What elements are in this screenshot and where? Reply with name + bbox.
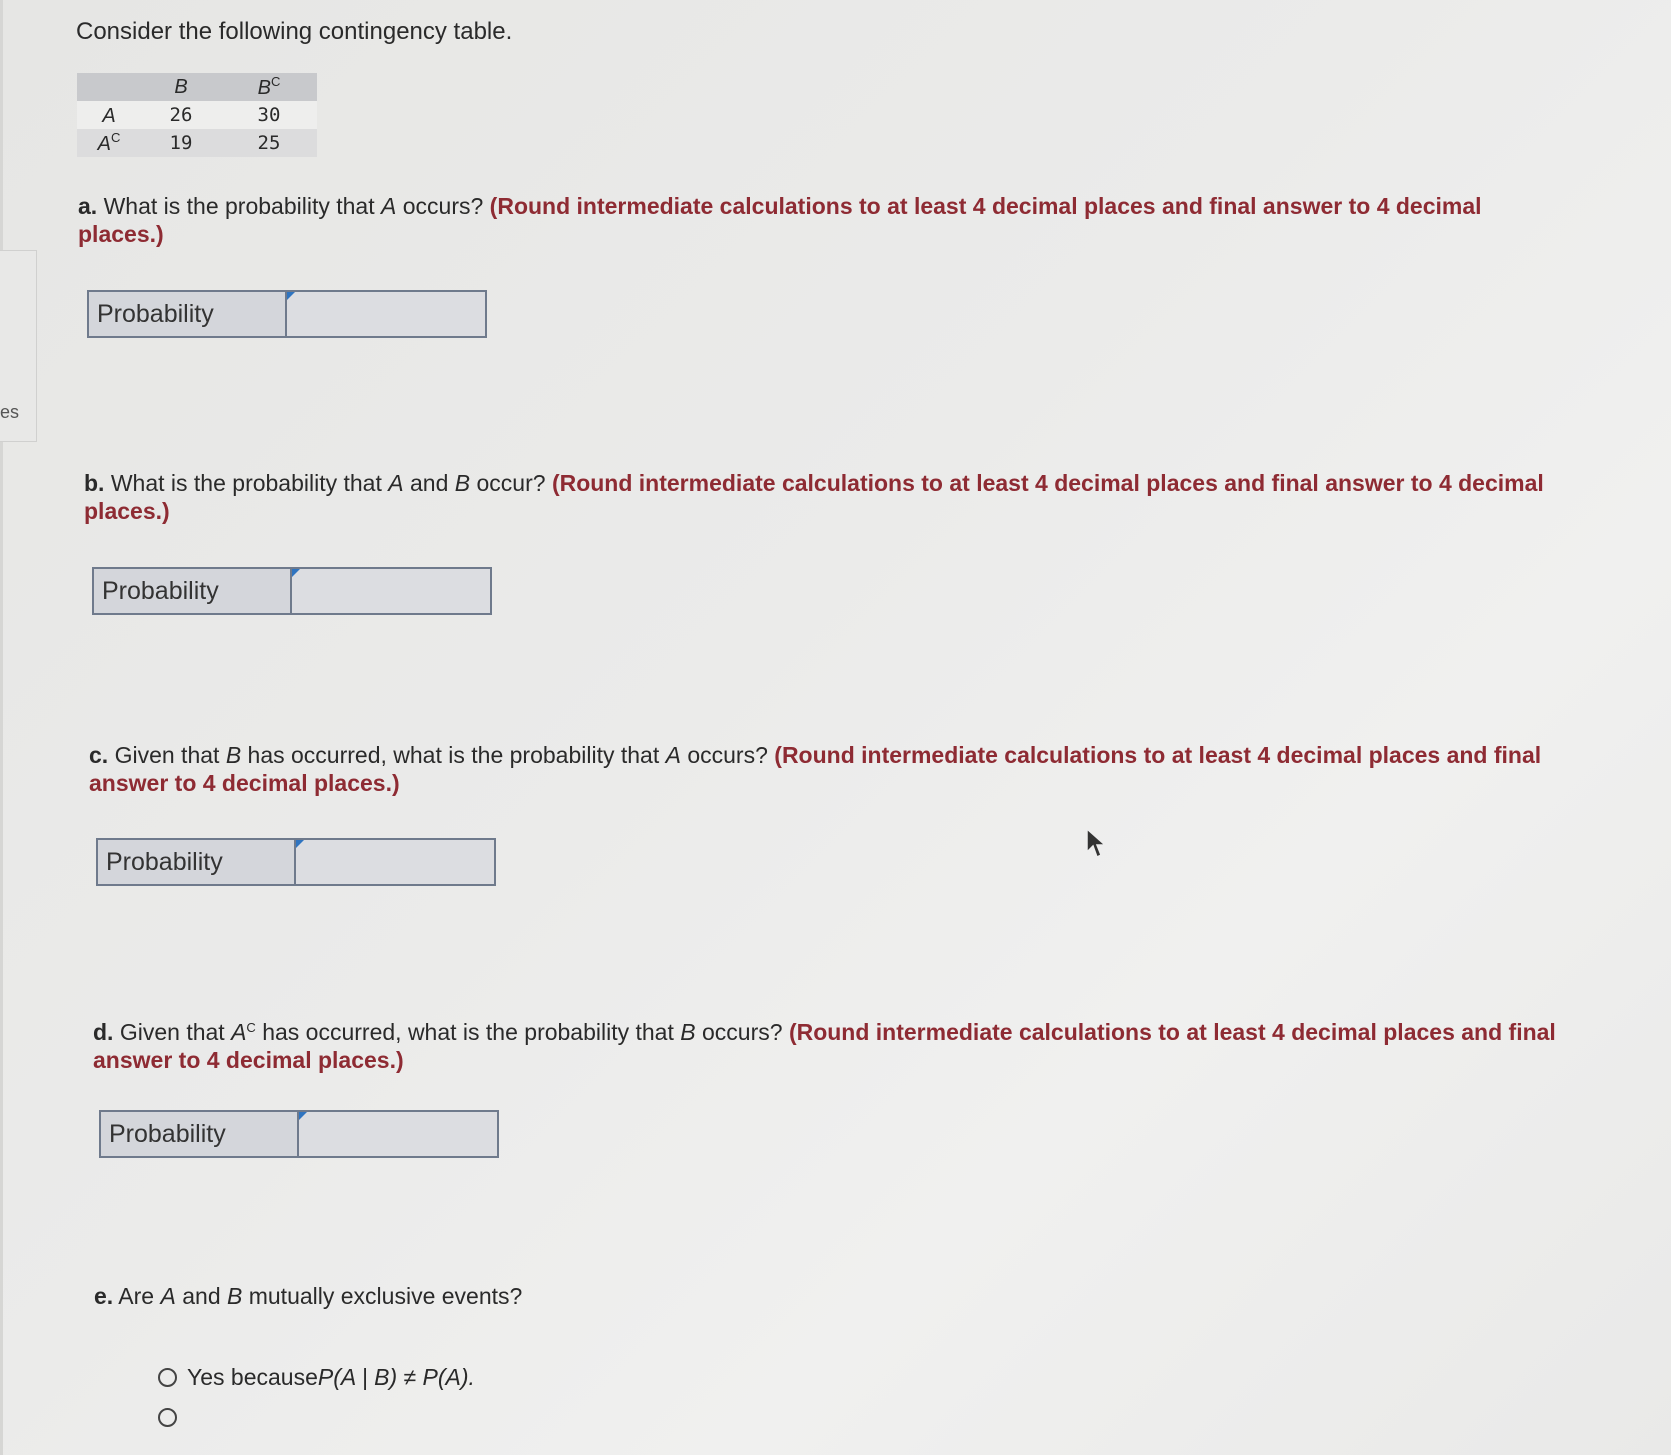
left-edge-border xyxy=(0,0,3,1455)
row-header-a: A xyxy=(77,101,141,129)
option-yes[interactable] xyxy=(158,1364,475,1391)
answer-label-d: Probability xyxy=(101,1112,299,1156)
cell-a-bc: 30 xyxy=(221,101,317,129)
row-header-ac: $A^C$ xyxy=(77,129,141,157)
answer-box-b xyxy=(92,567,492,615)
option-yes-formula: P(A | B) ≠ P(A). xyxy=(317,1364,475,1390)
intro-text: Consider the following contingency table. xyxy=(76,18,513,45)
side-nav-label: es xyxy=(0,402,20,422)
radio-button-partial[interactable] xyxy=(158,1408,177,1427)
question-e: e. Are A and B mutually exclusive events? xyxy=(94,1283,523,1309)
contingency-table xyxy=(77,73,317,157)
table-row xyxy=(77,101,317,129)
cell-a-b: 26 xyxy=(141,101,221,129)
answer-box-c xyxy=(96,838,496,886)
question-a: a. What is the probability that A occurs? (Round intermediate calculations to at least 4 decimal places and final answer to 4 decimal places.) xyxy=(78,193,1482,247)
radio-button-yes[interactable] xyxy=(158,1368,177,1387)
option-partial[interactable] xyxy=(158,1408,187,1427)
table-row xyxy=(77,129,317,157)
table-corner-cell xyxy=(77,73,141,101)
answer-label-b: Probability xyxy=(94,569,292,613)
col-header-bc: $B^C$ xyxy=(221,73,317,101)
answer-input-b[interactable] xyxy=(292,569,490,613)
option-yes-text: Yes because xyxy=(187,1364,318,1390)
mouse-cursor-icon xyxy=(1085,828,1107,860)
question-c: c. Given that B has occurred, what is the probability that A occurs? (Round intermediate calculations to at least 4 decimal places and final answer to 4 decimal places.) xyxy=(89,742,1542,796)
question-b: b. What is the probability that A and B occur? (Round intermediate calculations to at least 4 decimal places and final answer to 4 decimal places.) xyxy=(84,470,1544,524)
answer-label-a: Probability xyxy=(89,292,287,336)
table-header-row xyxy=(77,73,317,101)
answer-box-a xyxy=(87,290,487,338)
answer-input-c[interactable] xyxy=(296,840,494,884)
cell-ac-b: 19 xyxy=(141,129,221,157)
answer-input-a[interactable] xyxy=(287,292,485,336)
answer-box-d xyxy=(99,1110,499,1158)
answer-label-c: Probability xyxy=(98,840,296,884)
cell-ac-bc: 25 xyxy=(221,129,317,157)
answer-input-d[interactable] xyxy=(299,1112,497,1156)
question-d: d. Given that $A^C$ has occurred, what is the probability that B occurs? (Round intermediate calculations to at least 4 decimal places and final answer to 4 decimal places.) xyxy=(93,1019,1556,1073)
col-header-b: B xyxy=(141,73,221,101)
